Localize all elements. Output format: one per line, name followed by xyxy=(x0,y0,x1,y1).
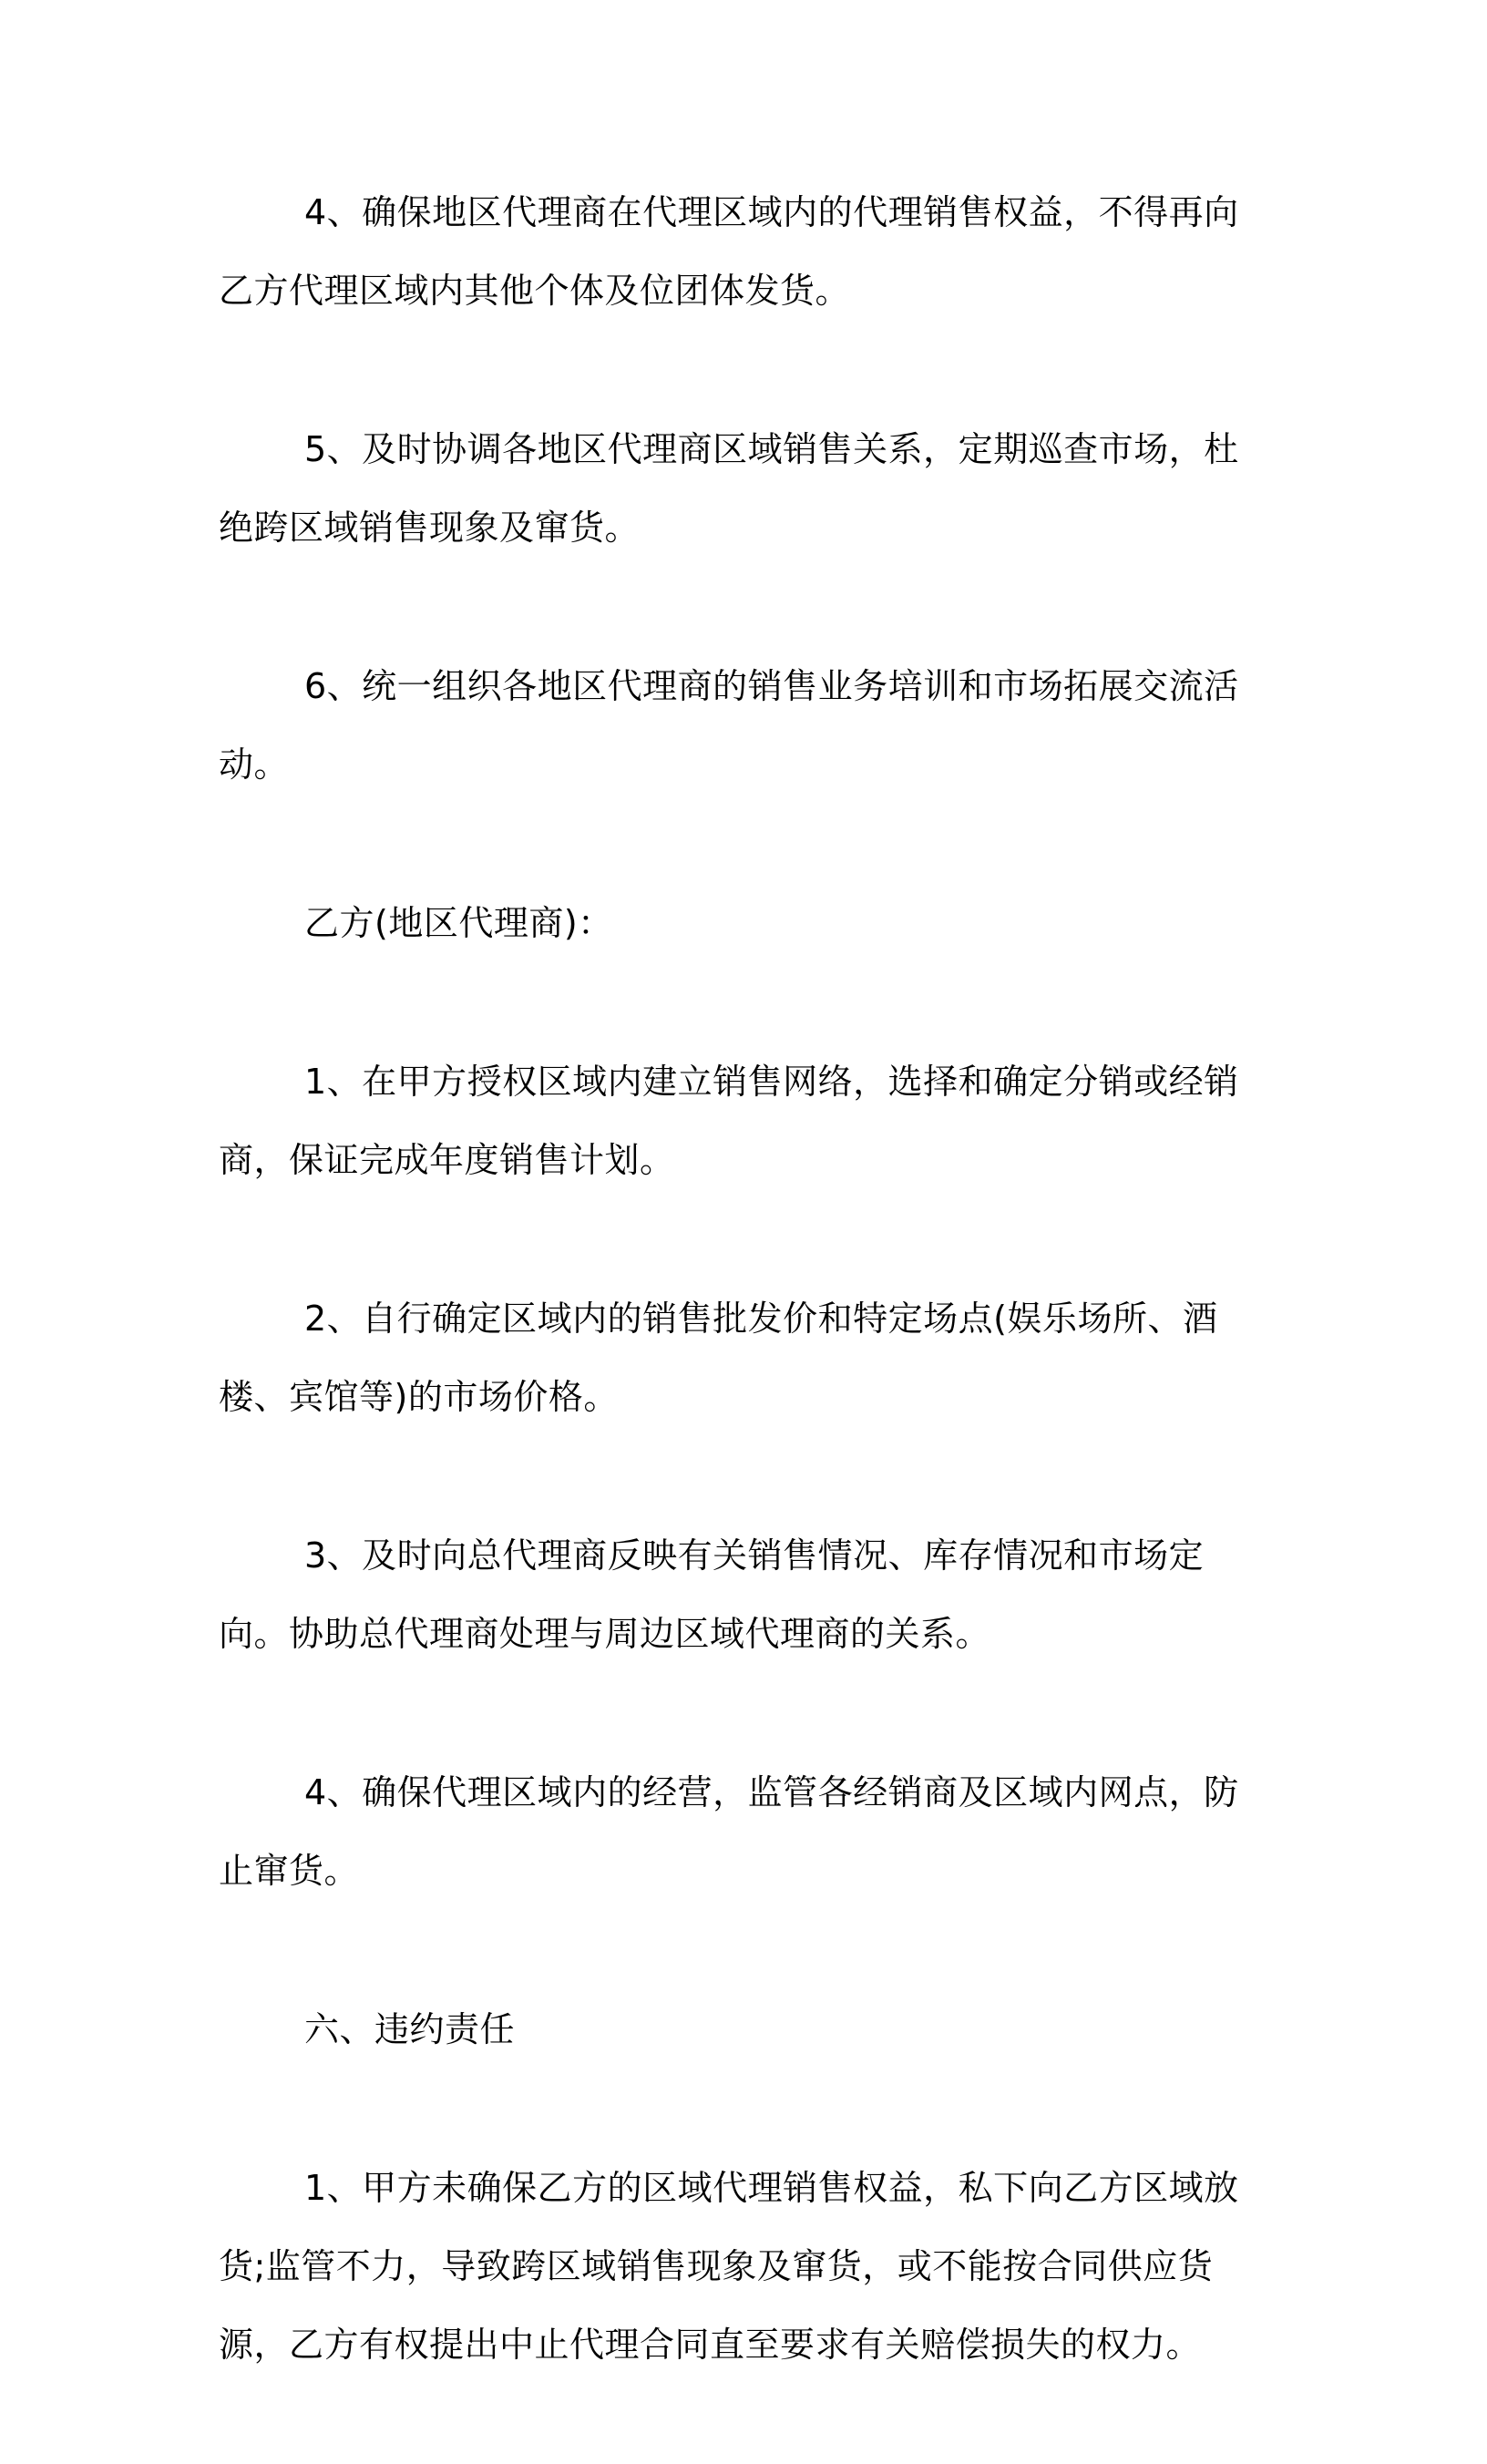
section-heading-breach: 六、违约责任 xyxy=(304,2009,516,2049)
paragraph-supervision: 4、确保代理区域内的经营，监管各经销商及区域内网点，防止窜货。 xyxy=(219,1772,1239,1891)
paragraph-coordinate-sales: 5、及时协调各地区代理商区域销售关系，定期巡查市场，杜绝跨区域销售现象及窜货。 xyxy=(219,429,1239,548)
paragraph-agent-rights: 4、确保地区代理商在代理区域内的代理销售权益，不得再向乙方代理区域内其他个体及位团体发货。 xyxy=(219,192,1239,311)
paragraph-training: 6、统一组织各地区代理商的销售业务培训和市场拓展交流活动。 xyxy=(219,666,1239,785)
paragraph-breach-liability: 1、甲方未确保乙方的区域代理销售权益，私下向乙方区域放货;监管不力，导致跨区域销售现象及窜货，或不能按合同供应货源，乙方有权提出中止代理合同直至要求有关赔偿损失的权力。 xyxy=(219,2168,1239,2365)
paragraph-sales-network: 1、在甲方授权区域内建立销售网络，选择和确定分销或经销商，保证完成年度销售计划。 xyxy=(219,1062,1239,1180)
paragraph-pricing: 2、自行确定区域内的销售批发价和特定场点(娱乐场所、酒楼、宾馆等)的市场价格。 xyxy=(219,1299,1218,1417)
document-body xyxy=(219,173,1267,2464)
section-heading-party-b: 乙方(地区代理商)： xyxy=(304,903,613,943)
paragraph-reporting: 3、及时向总代理商反映有关销售情况、库存情况和市场定向。协助总代理商处理与周边区域代理商的关系。 xyxy=(219,1535,1205,1654)
